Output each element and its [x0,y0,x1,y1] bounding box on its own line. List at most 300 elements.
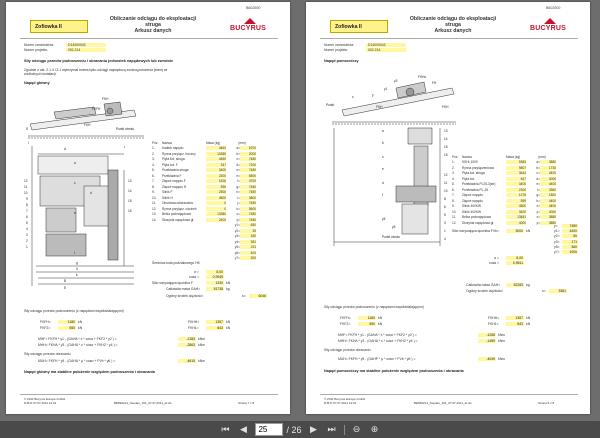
cell-name: Silnik 400KW [462,204,481,209]
cell-name: Rynna przyłącz. boczny [162,151,196,156]
bucyrus-logo-icon [542,17,558,25]
cell-dim-label: a= [536,160,540,165]
cell-dim-label: x= [236,212,240,217]
cell-dim-value: 2000 [240,152,256,156]
col-mm: (mm) [538,154,546,159]
cell-dim-label: y3= [234,234,240,239]
cell-dim-value: 381 [240,240,256,244]
diagram-label: Punkt obrotu [382,235,401,239]
diagram-label: x [352,95,354,99]
cell-mass: 9807 [506,166,526,170]
prev-page-button[interactable] [237,424,249,436]
extra-dim-value: 1000 [562,250,578,254]
cell-dim-value: 7480 [240,190,256,194]
moment-formula: MHH= FKHA * y3 - (GAHA * x * cosα + FKH2 * y4 ) = [338,339,418,343]
cell-mass: 595 [206,185,226,189]
zoom-in-button[interactable] [369,424,381,436]
diagram-label: 6 [26,215,28,219]
company-logo: BUCYRUS [530,25,567,32]
cell-mass: 13380 [206,212,226,216]
moment-unit: kNm [198,337,205,341]
title-line-1: Obliczanie odciągu do eksploatacji [109,16,197,22]
next-page-icon: ▶ [310,424,317,434]
order-value: D14000043 [368,43,386,47]
diagram-label: 1 [26,245,28,249]
alpha-value: 8,00 [206,270,224,274]
cell-pos: 3. [452,171,455,176]
muh-formula: MUH= FKFH * y5 - (GAHP * μ * cosα + FVb * y6 ) = [338,357,416,361]
diagram-label: c [74,181,76,185]
order-label: Numer zamówienia: [24,43,54,47]
col-name: Nazwa [162,140,172,145]
diagram-label: y3 [394,79,398,83]
moment-formula: MHH= FKHA * y3 - (GAHA * x * cosα + FKH2 * y4 ) = [38,343,118,347]
cell-mass: 4000 [506,221,526,225]
cell-pos: 5. [152,168,155,173]
section-heading-2: Siły odciągu przeciw podnoszeniu (z napędami współdziałającymi) [24,309,124,313]
cell-dim-value: 3880 [540,215,556,219]
force-row-unit: kN [378,316,383,320]
cell-pos: 12. [452,220,457,225]
diagram-label: 4 [444,237,446,241]
diagram-label: FKH [376,105,383,109]
bucyrus-logo-icon [242,17,258,25]
cell-pos: 7. [152,179,155,184]
cell-pos: 4. [452,176,455,181]
cell-name: Skrzynia napędowa gł. [162,217,195,222]
muh-value: -4615 [178,359,196,363]
cell-dim-label: j= [237,201,240,206]
force-value: 3000 [506,229,524,233]
extra-dim-label: y3= [554,239,560,244]
moment-formula: MHF= FKFH * y1 - (GAHA * x * cosα + FKF2 * y2 ) = [38,337,117,341]
cell-dim-label: h= [236,190,240,195]
cell-name: Złącze napędu [462,198,483,203]
diagram-label: Punkt obrotu [116,127,135,131]
section-heading-3: Siły odciągu przeciw obracaniu [24,352,71,356]
cell-mass: 3400 [506,210,526,214]
cell-pos: 2. [452,165,455,170]
mass-label: Całkowita masa GAH= [166,287,201,291]
cell-pos: 14. [152,217,157,222]
diagram-label: FKH [442,105,449,109]
cell-dim-label: y7= [234,256,240,261]
cell-name: Kadłub napędu [162,146,184,151]
extra-dim-label: y1= [554,229,560,234]
cell-pos: 10. [452,209,457,214]
cell-dim-value: 7480 [240,218,256,222]
diagram-label: 14 [128,189,132,193]
center-value: 6046 [249,294,267,298]
cos-label: cosα = [189,275,200,279]
cell-name: Płyta kol. F [162,162,178,167]
doc-code: B602500 [246,6,261,10]
section-heading-1: Siły odciągu przeciw podnoszeniu i obracaniu jednostek napędowych lub zwrotnic [24,59,174,63]
main-drive-diagram [24,86,149,296]
force-row-value-2: 843 [206,326,224,330]
center-eq: s= [542,289,546,293]
force-row-value: 1180 [58,320,76,324]
force-row-value-2: 1357 [206,320,224,324]
center-eq: s= [242,294,246,298]
cell-dim-label: k= [236,206,240,211]
cell-dim-value: 7480 [240,185,256,189]
alpha-label: α = [194,270,199,274]
extra-dim-value: 171 [562,240,578,244]
footer-file: BE590214_Ateplan_161_07.07.2011_dt.xls [114,401,172,405]
force-row-value: 550 [58,326,76,330]
diagram-label: a [382,129,384,133]
cell-dim-label: c= [536,171,540,176]
footer-left-2: D-B-D 07.07.2011 14:01 [324,401,357,405]
cell-dim-value: 231 [240,245,256,249]
diagram-label: k [76,273,78,277]
diagram-label: 2 [26,239,28,243]
diagram-label: 9 [26,197,28,201]
force-row-label: FKFH= [340,316,351,320]
toolbar-separator [344,425,345,435]
cos-value: 0,9945 [206,275,224,279]
diagram-label: f [74,251,75,255]
footer-file: BE590214_Ateplan_161_07.07.2011_dt.xls [414,401,472,405]
moment-value: -1459 [478,339,496,343]
cell-dim-label: f= [237,179,240,184]
cell-dim-label: d= [236,162,240,167]
mass-table [152,140,280,261]
diagram-label: B [64,279,67,283]
cell-dim-value: 3880 [540,160,556,164]
cell-name: Przekładnia PL-25 [462,187,489,192]
diagram-label: d [382,181,384,185]
cell-dim-label: d= [536,176,540,181]
cell-dim-value: 35 [240,229,256,233]
drive-label: Napęd główny [24,81,50,85]
moment-value: -1268 [478,333,496,337]
force-row-unit: kN [78,326,83,330]
cell-name: Rynna przyłącz. odcinek [162,206,197,211]
cell-dim-label: h= [536,198,540,203]
cell-mass: 0 [206,201,226,205]
doc-code: B602500 [546,6,561,10]
cell-pos: 1. [152,146,155,151]
cell-pos: 13. [152,212,157,217]
title-line-2: struga [445,22,461,28]
footer-left-1: © 2011 Bucyrus Europe GmbH [24,397,66,401]
cell-dim-label: y6= [234,250,240,255]
cell-pos: 9. [152,190,155,195]
diagram-label: l [28,141,29,145]
section-box: Zofiowka II [30,20,88,33]
divider [320,38,578,39]
extra-dim-value: 7480 [562,224,578,228]
cell-pos: 6. [452,187,455,192]
center-value: 3381 [549,289,567,293]
drive-label: Napęd pomocniczy [324,59,359,63]
company-logo: BUCYRUS [230,25,267,32]
order-value: D14000043 [68,43,86,47]
last-page-button[interactable] [326,424,338,436]
center-label: Ogólny środek ciężkości [166,294,203,298]
col-pos: Poz. [452,154,459,159]
cell-dim-value: 7480 [240,157,256,161]
mass-value: 51738 [206,287,224,291]
diagram-label: 11 [24,185,28,189]
diagram-label: 10 [24,191,28,195]
extra-dim-value: 360 [562,245,578,249]
force-row-unit-2: kN [526,322,531,326]
cell-pos: 8. [152,184,155,189]
diagram-label: 3 [26,233,28,237]
next-page-button[interactable] [308,424,320,436]
diagram-label: 8 [26,203,28,207]
mass-table [452,154,580,226]
cell-pos: 11. [152,201,157,206]
force-row-value-2: 843 [506,322,524,326]
moment-unit: kNm [498,333,505,337]
cell-dim-label: a= [236,146,240,151]
force-row-label-2: FKH1= [488,322,499,326]
cos-value: 0,9611 [506,261,524,265]
force-row-label: FKFH= [40,320,51,324]
force-row-label: FKFZ= [340,322,351,326]
col-mass: Masa (kg) [206,140,221,145]
extra-dim-value: 50 [562,234,578,238]
diagram-label: 8 [444,197,446,201]
mass-label: Całkowita masa GAH= [466,283,501,287]
first-page-icon: ⏮ [221,424,230,434]
mass-unit: kg [526,283,530,287]
cell-pos: 8. [452,198,455,203]
diagram-label: 11 [444,181,448,185]
page-title [398,16,508,34]
footer-left-1: © 2011 Bucyrus Europe GmbH [324,397,366,401]
title-line-2: struga [145,22,161,28]
col-mass: Masa (kg) [506,154,521,159]
page-7 [6,2,290,414]
diagram-label: 12 [24,179,28,183]
diagram-label: 12 [444,173,448,177]
diagram-label: a [74,161,76,165]
title-line-3: Arkusz danych [434,28,472,34]
cell-name: Płyta kol. struga [462,171,485,176]
project-label: Numer projektu: [24,48,49,52]
pdf-toolbar [0,421,600,438]
cell-dim-value: 4000 [540,210,556,214]
cell-mass: 547 [506,177,526,181]
table-row [452,220,580,226]
cell-dim-label: e= [236,168,240,173]
cell-dim-value: 5600 [240,207,256,211]
cell-name: Przekładnia PL25-3(str) [462,182,496,187]
cell-pos: 7. [452,193,455,198]
force-value: 1330 [206,281,224,285]
cell-pos: 9. [452,204,455,209]
diagram-label: h [76,267,78,271]
diameter-label: Średnica koła podziałowego HK [152,261,200,265]
page-indicator [255,423,301,436]
force-row-label: FKFZ= [40,326,51,330]
cell-dim-label: x= [536,215,540,220]
cell-dim-value: 4700 [240,179,256,183]
moment-value: -2183 [178,337,196,341]
cell-mass: 4460 [206,146,226,150]
diagram-label: e [382,167,384,171]
diagram-label: 13 [444,129,448,133]
cell-mass: 2500 [206,190,226,194]
cell-name: Płyta kol. struga [162,157,185,162]
muh-unit: kNm [498,357,505,361]
moment-formula: MHF= FKFH * y1 - (GAHA * x * cosα + FKF2 * y2 ) = [338,333,417,337]
cell-mass: 4500 [506,204,526,208]
extra-dim-label: y7= [554,250,560,254]
page-number-input[interactable] [255,423,283,436]
cell-pos: 6. [152,173,155,178]
force-row-label-2: FKHH= [188,320,200,324]
cell-dim-value: 3800 [240,196,256,200]
cell-pos: 12. [152,206,157,211]
note-text: Zgodnie z ust. 2.1.4 i 3.1 wybrzymał trzeba tylko odciągi największą zmianą położenia jednej ze wzdłużnych instalacji: [24,68,168,77]
cell-name: Silnik H [162,195,173,200]
footer-page: Strona 7 z 8 [238,401,255,405]
force-row-unit: kN [378,322,383,326]
cell-name: Skrzynia napędowa gł. [462,220,495,225]
force-row-value-2: 1357 [506,316,524,320]
cell-dim-value: 180 [240,234,256,238]
zoom-out-button[interactable] [351,424,363,436]
last-page-icon: ⏭ [327,424,336,434]
cell-dim-value: 7480 [240,201,256,205]
cell-mass: 1626 [206,179,226,183]
diagram-label: 7 [26,209,28,213]
cell-dim-label: y2= [234,228,240,233]
cell-name: Belka podnapędowa [162,212,191,217]
cell-dim-value: 7480 [240,212,256,216]
muh-unit: kNm [198,359,205,363]
diagram-label: Punkt [326,103,335,107]
cell-dim-value: 3880 [540,221,556,225]
cell-dim-label: y1= [234,223,240,228]
cell-mass: 2300 [206,174,226,178]
diagram-label: b [382,141,384,145]
cell-mass: 13481 [506,215,526,219]
cell-mass: 3644 [506,171,526,175]
diagram-label: 1 [444,229,446,233]
section-heading-2: Siły odciągu przeciw podnoszeniu (z napędami współdziałającymi) [324,305,424,309]
cell-dim-label: i= [237,195,240,200]
force-label: Siła rozrywająca łącznika F [152,281,193,285]
force-row-unit-2: kN [526,316,531,320]
force-row-label-2: FKHH= [488,316,500,320]
diagram-label: A [64,147,67,151]
alpha-value: 8,00 [506,256,524,260]
cell-dim-label: e= [236,173,240,178]
diagram-label: r [124,145,126,149]
cell-dim-value: 1730 [540,166,556,170]
diagram-label: S [26,127,29,131]
title-line-3: Arkusz danych [134,28,172,34]
diagram-label: E [64,286,67,290]
cell-dim-label: g= [236,184,240,189]
cell-mass: 4460 [206,157,226,161]
footer-divider [320,394,578,395]
cell-pos: 3. [152,157,155,162]
zoom-out-icon: ⊖ [352,424,361,434]
aux-drive-diagram [322,66,462,256]
force-label: Siła rozrywająca łącznika FVb= [452,229,500,233]
cell-name: Przekładnia struga [162,168,189,173]
cell-name: Silnik F [162,190,173,195]
force-row-value: 550 [358,322,376,326]
cell-dim-value: 4000 [540,177,556,181]
page-title [98,16,208,34]
diagram-label: 3 [444,221,446,225]
force-row-unit: kN [78,320,83,324]
extra-dim-label: y2= [554,234,560,239]
title-line-1: Obliczanie odciągu do eksploatacji [409,16,497,22]
diagram-label: FKFH [92,107,101,111]
divider [20,38,278,39]
force-unit: kN [526,229,531,233]
cell-dim-value: 7200 [240,163,256,167]
extra-dim-label: y5= [554,244,560,249]
cell-dim-label: g= [536,193,540,198]
diagram-label: 15 [128,199,132,203]
force-row-label-2: FKH1= [188,326,199,330]
diagram-label: 5 [26,221,28,225]
moment-unit: kNm [498,339,505,343]
diagram-label: y1 [384,87,388,91]
footer-page: Strona 8 z 8 [538,401,555,405]
cell-dim-label: y= [536,209,540,214]
cell-dim-value: 1800 [540,193,556,197]
diagram-label: 13 [128,179,132,183]
diagram-label: 16 [128,209,132,213]
diagram-label: FKHz [418,75,426,79]
diagram-label: FKH [102,97,109,101]
mass-unit: kg [226,287,230,291]
cell-name: Przekładnia F [162,173,182,178]
diagram-label: g [76,261,78,265]
cell-pos: 4. [152,162,155,167]
page-8 [306,2,590,414]
cell-dim-value: 4400 [540,204,556,208]
cell-pos: 1. [452,160,455,165]
cell-dim-value: 650 [240,223,256,227]
cell-pos: 2. [152,151,155,156]
cell-mass: 2300 [506,188,526,192]
cell-dim-label: y= [236,217,240,222]
cell-dim-label: f= [537,187,540,192]
force-unit: kN [226,281,231,285]
cell-dim-value: 6500 [240,174,256,178]
cell-dim-value: 4360 [540,188,556,192]
project-value: 002.214 [368,48,381,52]
cell-dim-value: 6700 [240,146,256,150]
cell-mass: 595 [506,199,526,203]
alpha-label: α = [494,256,499,260]
prev-page-icon: ◀ [240,424,247,434]
muh-value: -4049 [478,357,496,361]
footer-divider [20,394,278,395]
mass-value: 52283 [506,283,524,287]
page-total: / 26 [286,424,302,435]
cell-dim-value: 4400 [540,182,556,186]
order-label: Numer zamówienia: [324,43,354,47]
cell-name: Złącze napędu [462,193,483,198]
first-page-button[interactable] [219,424,231,436]
extra-dim-value: 4400 [562,229,578,233]
diagram-label: 6 [444,205,446,209]
